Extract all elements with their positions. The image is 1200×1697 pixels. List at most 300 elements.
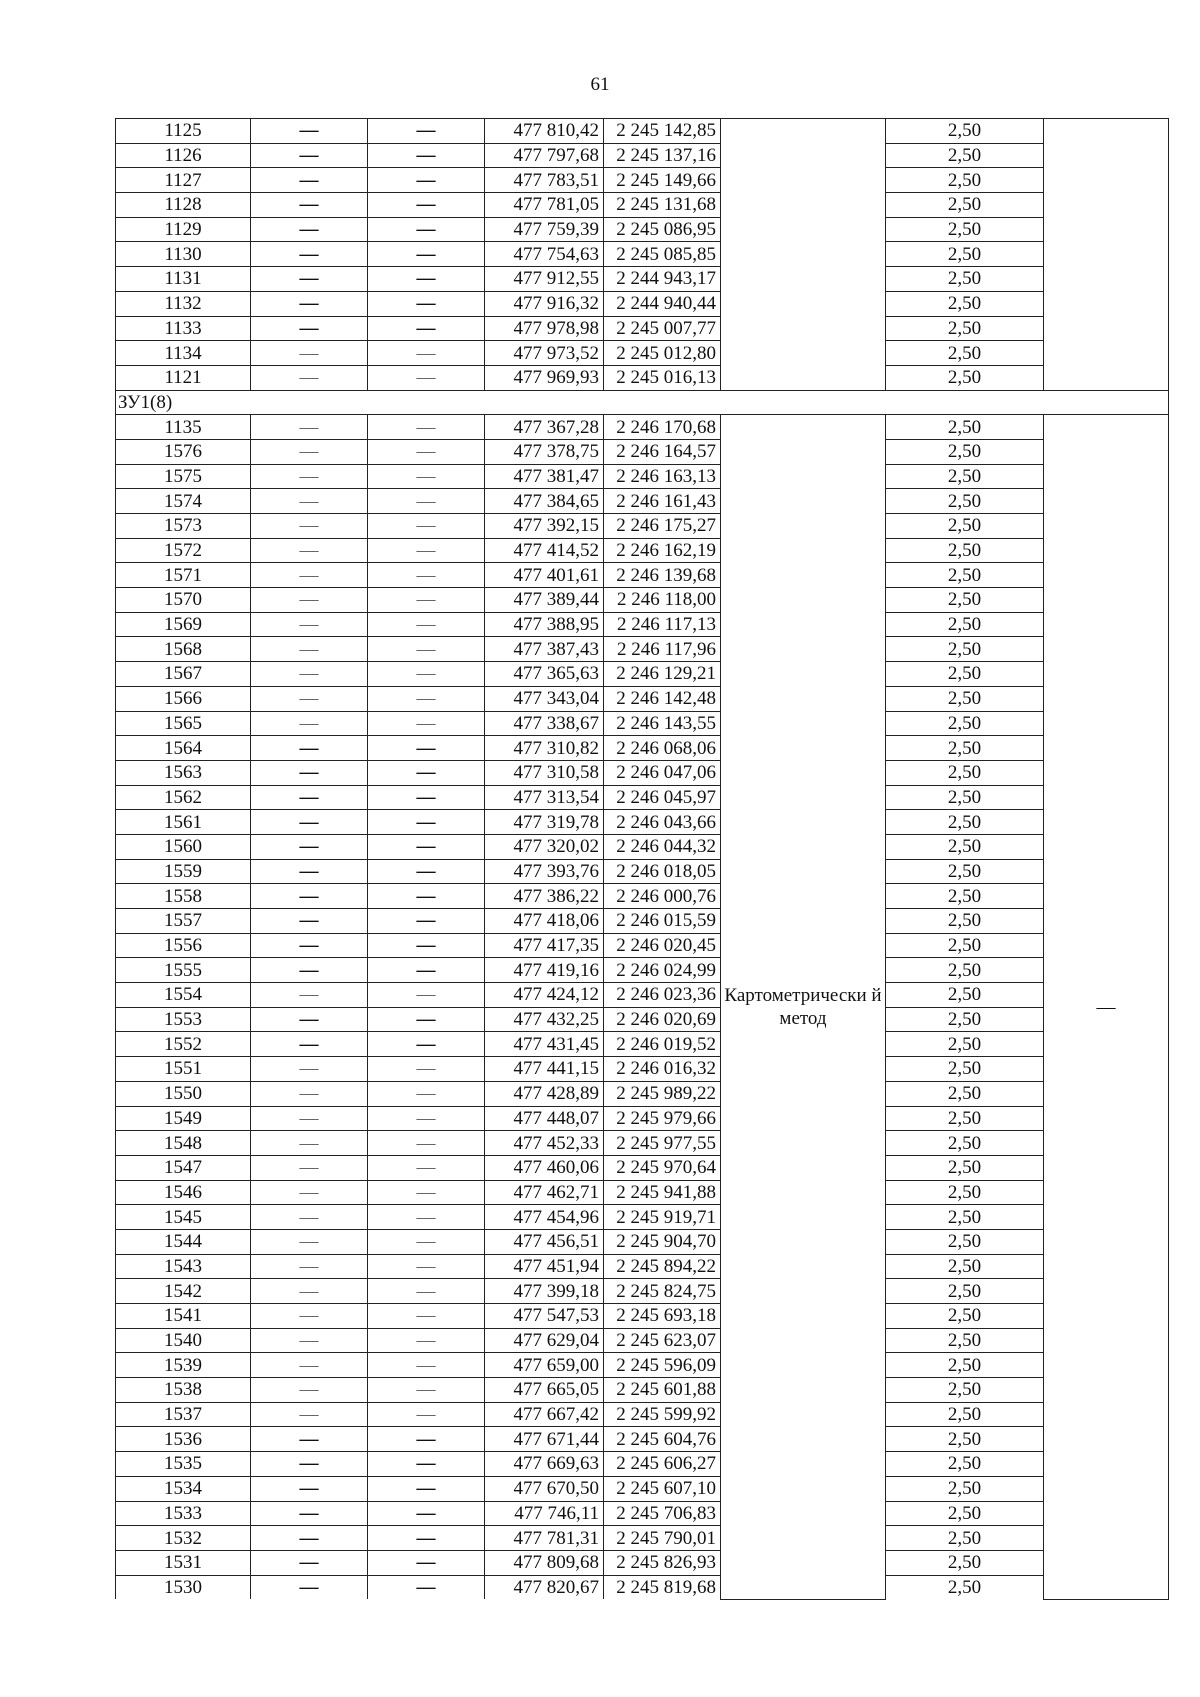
old-x-cell: — xyxy=(251,168,368,193)
new-y-cell: 2 245 149,66 xyxy=(604,168,721,193)
new-x-cell: 477 669,63 xyxy=(485,1452,604,1477)
point-number: 1566 xyxy=(116,686,251,711)
accuracy-cell: 2,50 xyxy=(886,119,1044,144)
new-x-cell: 477 399,18 xyxy=(485,1279,604,1304)
old-x-cell: — xyxy=(251,143,368,168)
new-y-cell: 2 246 068,06 xyxy=(604,736,721,761)
old-y-cell: — xyxy=(368,834,485,859)
point-number: 1571 xyxy=(116,563,251,588)
old-x-cell: — xyxy=(251,983,368,1008)
old-y-cell: — xyxy=(368,1254,485,1279)
description-cell: — xyxy=(1044,415,1169,1600)
new-y-cell: 2 245 919,71 xyxy=(604,1205,721,1230)
table-row xyxy=(116,1427,1169,1452)
accuracy-cell: 2,50 xyxy=(886,365,1044,390)
new-y-cell: 2 246 020,69 xyxy=(604,1007,721,1032)
old-x-cell: — xyxy=(251,1081,368,1106)
table-row xyxy=(116,1550,1169,1575)
accuracy-cell: 2,50 xyxy=(886,1229,1044,1254)
old-x-cell: — xyxy=(251,489,368,514)
old-y-cell: — xyxy=(368,316,485,341)
point-number: 1128 xyxy=(116,193,251,218)
accuracy-cell: 2,50 xyxy=(886,884,1044,909)
old-y-cell: — xyxy=(368,612,485,637)
new-x-cell: 477 667,42 xyxy=(485,1402,604,1427)
old-y-cell: — xyxy=(368,464,485,489)
accuracy-cell: 2,50 xyxy=(886,1452,1044,1477)
accuracy-cell: 2,50 xyxy=(886,341,1044,366)
old-y-cell: — xyxy=(368,439,485,464)
table-row xyxy=(116,563,1169,588)
old-x-cell: — xyxy=(251,538,368,563)
new-y-cell: 2 246 045,97 xyxy=(604,785,721,810)
old-x-cell: — xyxy=(251,810,368,835)
table-row xyxy=(116,291,1169,316)
new-y-cell: 2 245 601,88 xyxy=(604,1378,721,1403)
table-row xyxy=(116,1353,1169,1378)
point-number: 1561 xyxy=(116,810,251,835)
accuracy-cell: 2,50 xyxy=(886,1427,1044,1452)
new-y-cell: 2 245 085,85 xyxy=(604,242,721,267)
new-y-cell: 2 245 904,70 xyxy=(604,1229,721,1254)
point-number: 1126 xyxy=(116,143,251,168)
old-x-cell: — xyxy=(251,316,368,341)
new-y-cell: 2 245 693,18 xyxy=(604,1304,721,1329)
new-y-cell: 2 246 043,66 xyxy=(604,810,721,835)
new-y-cell: 2 245 977,55 xyxy=(604,1131,721,1156)
new-y-cell: 2 245 941,88 xyxy=(604,1180,721,1205)
point-number: 1538 xyxy=(116,1378,251,1403)
new-y-cell: 2 245 604,76 xyxy=(604,1427,721,1452)
new-y-cell: 2 246 175,27 xyxy=(604,514,721,539)
old-x-cell: — xyxy=(251,1550,368,1575)
new-x-cell: 477 431,45 xyxy=(485,1032,604,1057)
accuracy-cell: 2,50 xyxy=(886,1550,1044,1575)
old-x-cell: — xyxy=(251,686,368,711)
new-x-cell: 477 401,61 xyxy=(485,563,604,588)
accuracy-cell: 2,50 xyxy=(886,1476,1044,1501)
old-y-cell: — xyxy=(368,983,485,1008)
old-x-cell: — xyxy=(251,1131,368,1156)
method-cell: Картометрически й метод xyxy=(721,415,886,1600)
new-x-cell: 477 456,51 xyxy=(485,1229,604,1254)
old-x-cell: — xyxy=(251,1205,368,1230)
old-y-cell: — xyxy=(368,1279,485,1304)
old-y-cell: — xyxy=(368,514,485,539)
table-row xyxy=(116,242,1169,267)
table-row xyxy=(116,365,1169,390)
old-y-cell: — xyxy=(368,563,485,588)
new-x-cell: 477 820,67 xyxy=(485,1575,604,1599)
new-y-cell: 2 245 819,68 xyxy=(604,1575,721,1599)
table-row xyxy=(116,193,1169,218)
new-y-cell: 2 245 137,16 xyxy=(604,143,721,168)
table-row xyxy=(116,983,1169,1008)
table-row xyxy=(116,958,1169,983)
accuracy-cell: 2,50 xyxy=(886,439,1044,464)
accuracy-cell: 2,50 xyxy=(886,933,1044,958)
old-y-cell: — xyxy=(368,637,485,662)
old-x-cell: — xyxy=(251,859,368,884)
new-x-cell: 477 432,25 xyxy=(485,1007,604,1032)
table-row xyxy=(116,637,1169,662)
table-row xyxy=(116,1131,1169,1156)
new-x-cell: 477 418,06 xyxy=(485,909,604,934)
table-row xyxy=(116,1526,1169,1551)
point-number: 1553 xyxy=(116,1007,251,1032)
new-x-cell: 477 392,15 xyxy=(485,514,604,539)
old-x-cell: — xyxy=(251,1526,368,1551)
accuracy-cell: 2,50 xyxy=(886,563,1044,588)
old-y-cell: — xyxy=(368,1032,485,1057)
new-y-cell: 2 246 118,00 xyxy=(604,588,721,613)
old-y-cell: — xyxy=(368,588,485,613)
old-y-cell: — xyxy=(368,1550,485,1575)
old-y-cell: — xyxy=(368,1180,485,1205)
point-number: 1563 xyxy=(116,760,251,785)
point-number: 1574 xyxy=(116,489,251,514)
point-number: 1547 xyxy=(116,1155,251,1180)
old-x-cell: — xyxy=(251,1427,368,1452)
table-row xyxy=(116,1304,1169,1329)
accuracy-cell: 2,50 xyxy=(886,514,1044,539)
new-x-cell: 477 451,94 xyxy=(485,1254,604,1279)
new-x-cell: 477 414,52 xyxy=(485,538,604,563)
point-number: 1132 xyxy=(116,291,251,316)
new-y-cell: 2 246 142,48 xyxy=(604,686,721,711)
new-y-cell: 2 245 989,22 xyxy=(604,1081,721,1106)
old-x-cell: — xyxy=(251,1501,368,1526)
new-y-cell: 2 246 162,19 xyxy=(604,538,721,563)
accuracy-cell: 2,50 xyxy=(886,612,1044,637)
point-number: 1134 xyxy=(116,341,251,366)
point-number: 1575 xyxy=(116,464,251,489)
point-number: 1557 xyxy=(116,909,251,934)
accuracy-cell: 2,50 xyxy=(886,760,1044,785)
old-y-cell: — xyxy=(368,1402,485,1427)
new-x-cell: 477 378,75 xyxy=(485,439,604,464)
table-row xyxy=(116,1476,1169,1501)
point-number: 1129 xyxy=(116,217,251,242)
point-number: 1541 xyxy=(116,1304,251,1329)
point-number: 1552 xyxy=(116,1032,251,1057)
new-y-cell: 2 245 596,09 xyxy=(604,1353,721,1378)
new-x-cell: 477 547,53 xyxy=(485,1304,604,1329)
accuracy-cell: 2,50 xyxy=(886,193,1044,218)
new-x-cell: 477 343,04 xyxy=(485,686,604,711)
table-row xyxy=(116,439,1169,464)
point-number: 1549 xyxy=(116,1106,251,1131)
old-x-cell: — xyxy=(251,1304,368,1329)
new-x-cell: 477 665,05 xyxy=(485,1378,604,1403)
old-y-cell: — xyxy=(368,1131,485,1156)
point-number: 1555 xyxy=(116,958,251,983)
accuracy-cell: 2,50 xyxy=(886,1353,1044,1378)
old-x-cell: — xyxy=(251,637,368,662)
new-y-cell: 2 245 131,68 xyxy=(604,193,721,218)
new-y-cell: 2 245 607,10 xyxy=(604,1476,721,1501)
accuracy-cell: 2,50 xyxy=(886,686,1044,711)
new-y-cell: 2 244 943,17 xyxy=(604,267,721,292)
table-row xyxy=(116,1180,1169,1205)
new-x-cell: 477 310,82 xyxy=(485,736,604,761)
old-x-cell: — xyxy=(251,1402,368,1427)
new-x-cell: 477 783,51 xyxy=(485,168,604,193)
table-row xyxy=(116,686,1169,711)
old-x-cell: — xyxy=(251,415,368,440)
table-row xyxy=(116,1254,1169,1279)
table-row xyxy=(116,119,1169,144)
accuracy-cell: 2,50 xyxy=(886,1575,1044,1599)
new-x-cell: 477 428,89 xyxy=(485,1081,604,1106)
accuracy-cell: 2,50 xyxy=(886,316,1044,341)
point-number: 1558 xyxy=(116,884,251,909)
old-y-cell: — xyxy=(368,1304,485,1329)
new-y-cell: 2 246 023,36 xyxy=(604,983,721,1008)
new-x-cell: 477 969,93 xyxy=(485,365,604,390)
accuracy-cell: 2,50 xyxy=(886,785,1044,810)
old-x-cell: — xyxy=(251,958,368,983)
old-y-cell: — xyxy=(368,1007,485,1032)
new-x-cell: 477 393,76 xyxy=(485,859,604,884)
accuracy-cell: 2,50 xyxy=(886,242,1044,267)
old-x-cell: — xyxy=(251,711,368,736)
table-row xyxy=(116,341,1169,366)
point-number: 1569 xyxy=(116,612,251,637)
new-x-cell: 477 973,52 xyxy=(485,341,604,366)
accuracy-cell: 2,50 xyxy=(886,1057,1044,1082)
new-y-cell: 2 245 599,92 xyxy=(604,1402,721,1427)
new-x-cell: 477 746,11 xyxy=(485,1501,604,1526)
point-number: 1554 xyxy=(116,983,251,1008)
table-row xyxy=(116,933,1169,958)
old-x-cell: — xyxy=(251,365,368,390)
new-y-cell: 2 246 020,45 xyxy=(604,933,721,958)
point-number: 1573 xyxy=(116,514,251,539)
new-x-cell: 477 384,65 xyxy=(485,489,604,514)
new-x-cell: 477 424,12 xyxy=(485,983,604,1008)
old-x-cell: — xyxy=(251,834,368,859)
new-y-cell: 2 246 129,21 xyxy=(604,662,721,687)
old-y-cell: — xyxy=(368,1501,485,1526)
old-y-cell: — xyxy=(368,711,485,736)
old-y-cell: — xyxy=(368,1526,485,1551)
accuracy-cell: 2,50 xyxy=(886,1205,1044,1230)
new-x-cell: 477 452,33 xyxy=(485,1131,604,1156)
accuracy-cell: 2,50 xyxy=(886,1131,1044,1156)
new-x-cell: 477 365,63 xyxy=(485,662,604,687)
old-x-cell: — xyxy=(251,1007,368,1032)
old-y-cell: — xyxy=(368,662,485,687)
table-row xyxy=(116,514,1169,539)
table-row xyxy=(116,415,1169,440)
new-y-cell: 2 246 024,99 xyxy=(604,958,721,983)
old-x-cell: — xyxy=(251,1057,368,1082)
accuracy-cell: 2,50 xyxy=(886,958,1044,983)
old-y-cell: — xyxy=(368,291,485,316)
old-x-cell: — xyxy=(251,1180,368,1205)
old-x-cell: — xyxy=(251,662,368,687)
new-x-cell: 477 659,00 xyxy=(485,1353,604,1378)
old-y-cell: — xyxy=(368,538,485,563)
new-y-cell: 2 246 143,55 xyxy=(604,711,721,736)
accuracy-cell: 2,50 xyxy=(886,1378,1044,1403)
old-y-cell: — xyxy=(368,760,485,785)
new-x-cell: 477 462,71 xyxy=(485,1180,604,1205)
new-y-cell: 2 246 139,68 xyxy=(604,563,721,588)
old-y-cell: — xyxy=(368,242,485,267)
new-y-cell: 2 245 012,80 xyxy=(604,341,721,366)
new-x-cell: 477 320,02 xyxy=(485,834,604,859)
point-number: 1548 xyxy=(116,1131,251,1156)
table-row xyxy=(116,909,1169,934)
point-number: 1540 xyxy=(116,1328,251,1353)
point-number: 1530 xyxy=(116,1575,251,1599)
old-y-cell: — xyxy=(368,489,485,514)
old-y-cell: — xyxy=(368,1378,485,1403)
table-row xyxy=(116,785,1169,810)
old-x-cell: — xyxy=(251,1575,368,1599)
new-y-cell: 2 246 015,59 xyxy=(604,909,721,934)
old-y-cell: — xyxy=(368,1155,485,1180)
new-x-cell: 477 454,96 xyxy=(485,1205,604,1230)
new-x-cell: 477 670,50 xyxy=(485,1476,604,1501)
old-y-cell: — xyxy=(368,909,485,934)
table-row xyxy=(116,612,1169,637)
table-row xyxy=(116,810,1169,835)
point-number: 1542 xyxy=(116,1279,251,1304)
accuracy-cell: 2,50 xyxy=(886,1254,1044,1279)
new-x-cell: 477 978,98 xyxy=(485,316,604,341)
accuracy-cell: 2,50 xyxy=(886,168,1044,193)
old-x-cell: — xyxy=(251,563,368,588)
point-number: 1537 xyxy=(116,1402,251,1427)
point-number: 1572 xyxy=(116,538,251,563)
section-header-row xyxy=(116,390,1169,415)
accuracy-cell: 2,50 xyxy=(886,637,1044,662)
old-y-cell: — xyxy=(368,884,485,909)
point-number: 1562 xyxy=(116,785,251,810)
new-y-cell: 2 245 016,13 xyxy=(604,365,721,390)
old-y-cell: — xyxy=(368,217,485,242)
old-x-cell: — xyxy=(251,588,368,613)
new-y-cell: 2 245 979,66 xyxy=(604,1106,721,1131)
old-x-cell: — xyxy=(251,933,368,958)
point-number: 1551 xyxy=(116,1057,251,1082)
table-row xyxy=(116,489,1169,514)
old-y-cell: — xyxy=(368,1057,485,1082)
section-title: ЗУ1(8) xyxy=(116,390,1169,415)
point-number: 1543 xyxy=(116,1254,251,1279)
old-x-cell: — xyxy=(251,217,368,242)
old-x-cell: — xyxy=(251,1476,368,1501)
point-number: 1576 xyxy=(116,439,251,464)
point-number: 1534 xyxy=(116,1476,251,1501)
table-row xyxy=(116,316,1169,341)
table-row xyxy=(116,143,1169,168)
new-y-cell: 2 246 161,43 xyxy=(604,489,721,514)
table-row xyxy=(116,662,1169,687)
new-x-cell: 477 387,43 xyxy=(485,637,604,662)
table-row xyxy=(116,1057,1169,1082)
old-x-cell: — xyxy=(251,514,368,539)
table-row xyxy=(116,1229,1169,1254)
accuracy-cell: 2,50 xyxy=(886,711,1044,736)
new-x-cell: 477 389,44 xyxy=(485,588,604,613)
table-row xyxy=(116,464,1169,489)
accuracy-cell: 2,50 xyxy=(886,143,1044,168)
old-y-cell: — xyxy=(368,1353,485,1378)
point-number: 1121 xyxy=(116,365,251,390)
old-y-cell: — xyxy=(368,1229,485,1254)
point-number: 1130 xyxy=(116,242,251,267)
old-x-cell: — xyxy=(251,884,368,909)
new-y-cell: 2 245 970,64 xyxy=(604,1155,721,1180)
table-row xyxy=(116,1501,1169,1526)
point-number: 1533 xyxy=(116,1501,251,1526)
table-row xyxy=(116,1081,1169,1106)
old-x-cell: — xyxy=(251,760,368,785)
old-y-cell: — xyxy=(368,686,485,711)
point-number: 1544 xyxy=(116,1229,251,1254)
old-x-cell: — xyxy=(251,291,368,316)
table-row xyxy=(116,1378,1169,1403)
new-x-cell: 477 754,63 xyxy=(485,242,604,267)
old-x-cell: — xyxy=(251,1378,368,1403)
accuracy-cell: 2,50 xyxy=(886,1155,1044,1180)
new-y-cell: 2 245 007,77 xyxy=(604,316,721,341)
page-number: 61 xyxy=(590,74,610,95)
new-x-cell: 477 759,39 xyxy=(485,217,604,242)
old-x-cell: — xyxy=(251,1032,368,1057)
new-x-cell: 477 441,15 xyxy=(485,1057,604,1082)
old-y-cell: — xyxy=(368,341,485,366)
point-number: 1546 xyxy=(116,1180,251,1205)
old-x-cell: — xyxy=(251,267,368,292)
new-y-cell: 2 245 086,95 xyxy=(604,217,721,242)
accuracy-cell: 2,50 xyxy=(886,983,1044,1008)
new-x-cell: 477 313,54 xyxy=(485,785,604,810)
accuracy-cell: 2,50 xyxy=(886,415,1044,440)
table-row xyxy=(116,1575,1169,1599)
accuracy-cell: 2,50 xyxy=(886,1526,1044,1551)
accuracy-cell: 2,50 xyxy=(886,810,1044,835)
new-x-cell: 477 417,35 xyxy=(485,933,604,958)
accuracy-cell: 2,50 xyxy=(886,489,1044,514)
new-x-cell: 477 781,05 xyxy=(485,193,604,218)
old-y-cell: — xyxy=(368,859,485,884)
accuracy-cell: 2,50 xyxy=(886,217,1044,242)
table-row xyxy=(116,538,1169,563)
old-x-cell: — xyxy=(251,1155,368,1180)
point-number: 1536 xyxy=(116,1427,251,1452)
new-x-cell: 477 629,04 xyxy=(485,1328,604,1353)
accuracy-cell: 2,50 xyxy=(886,1007,1044,1032)
new-y-cell: 2 245 623,07 xyxy=(604,1328,721,1353)
point-number: 1560 xyxy=(116,834,251,859)
point-number: 1135 xyxy=(116,415,251,440)
new-x-cell: 477 448,07 xyxy=(485,1106,604,1131)
new-y-cell: 2 245 894,22 xyxy=(604,1254,721,1279)
old-y-cell: — xyxy=(368,933,485,958)
new-x-cell: 477 319,78 xyxy=(485,810,604,835)
old-y-cell: — xyxy=(368,958,485,983)
old-y-cell: — xyxy=(368,1476,485,1501)
old-y-cell: — xyxy=(368,1081,485,1106)
accuracy-cell: 2,50 xyxy=(886,1106,1044,1131)
point-number: 1535 xyxy=(116,1452,251,1477)
table-row xyxy=(116,267,1169,292)
